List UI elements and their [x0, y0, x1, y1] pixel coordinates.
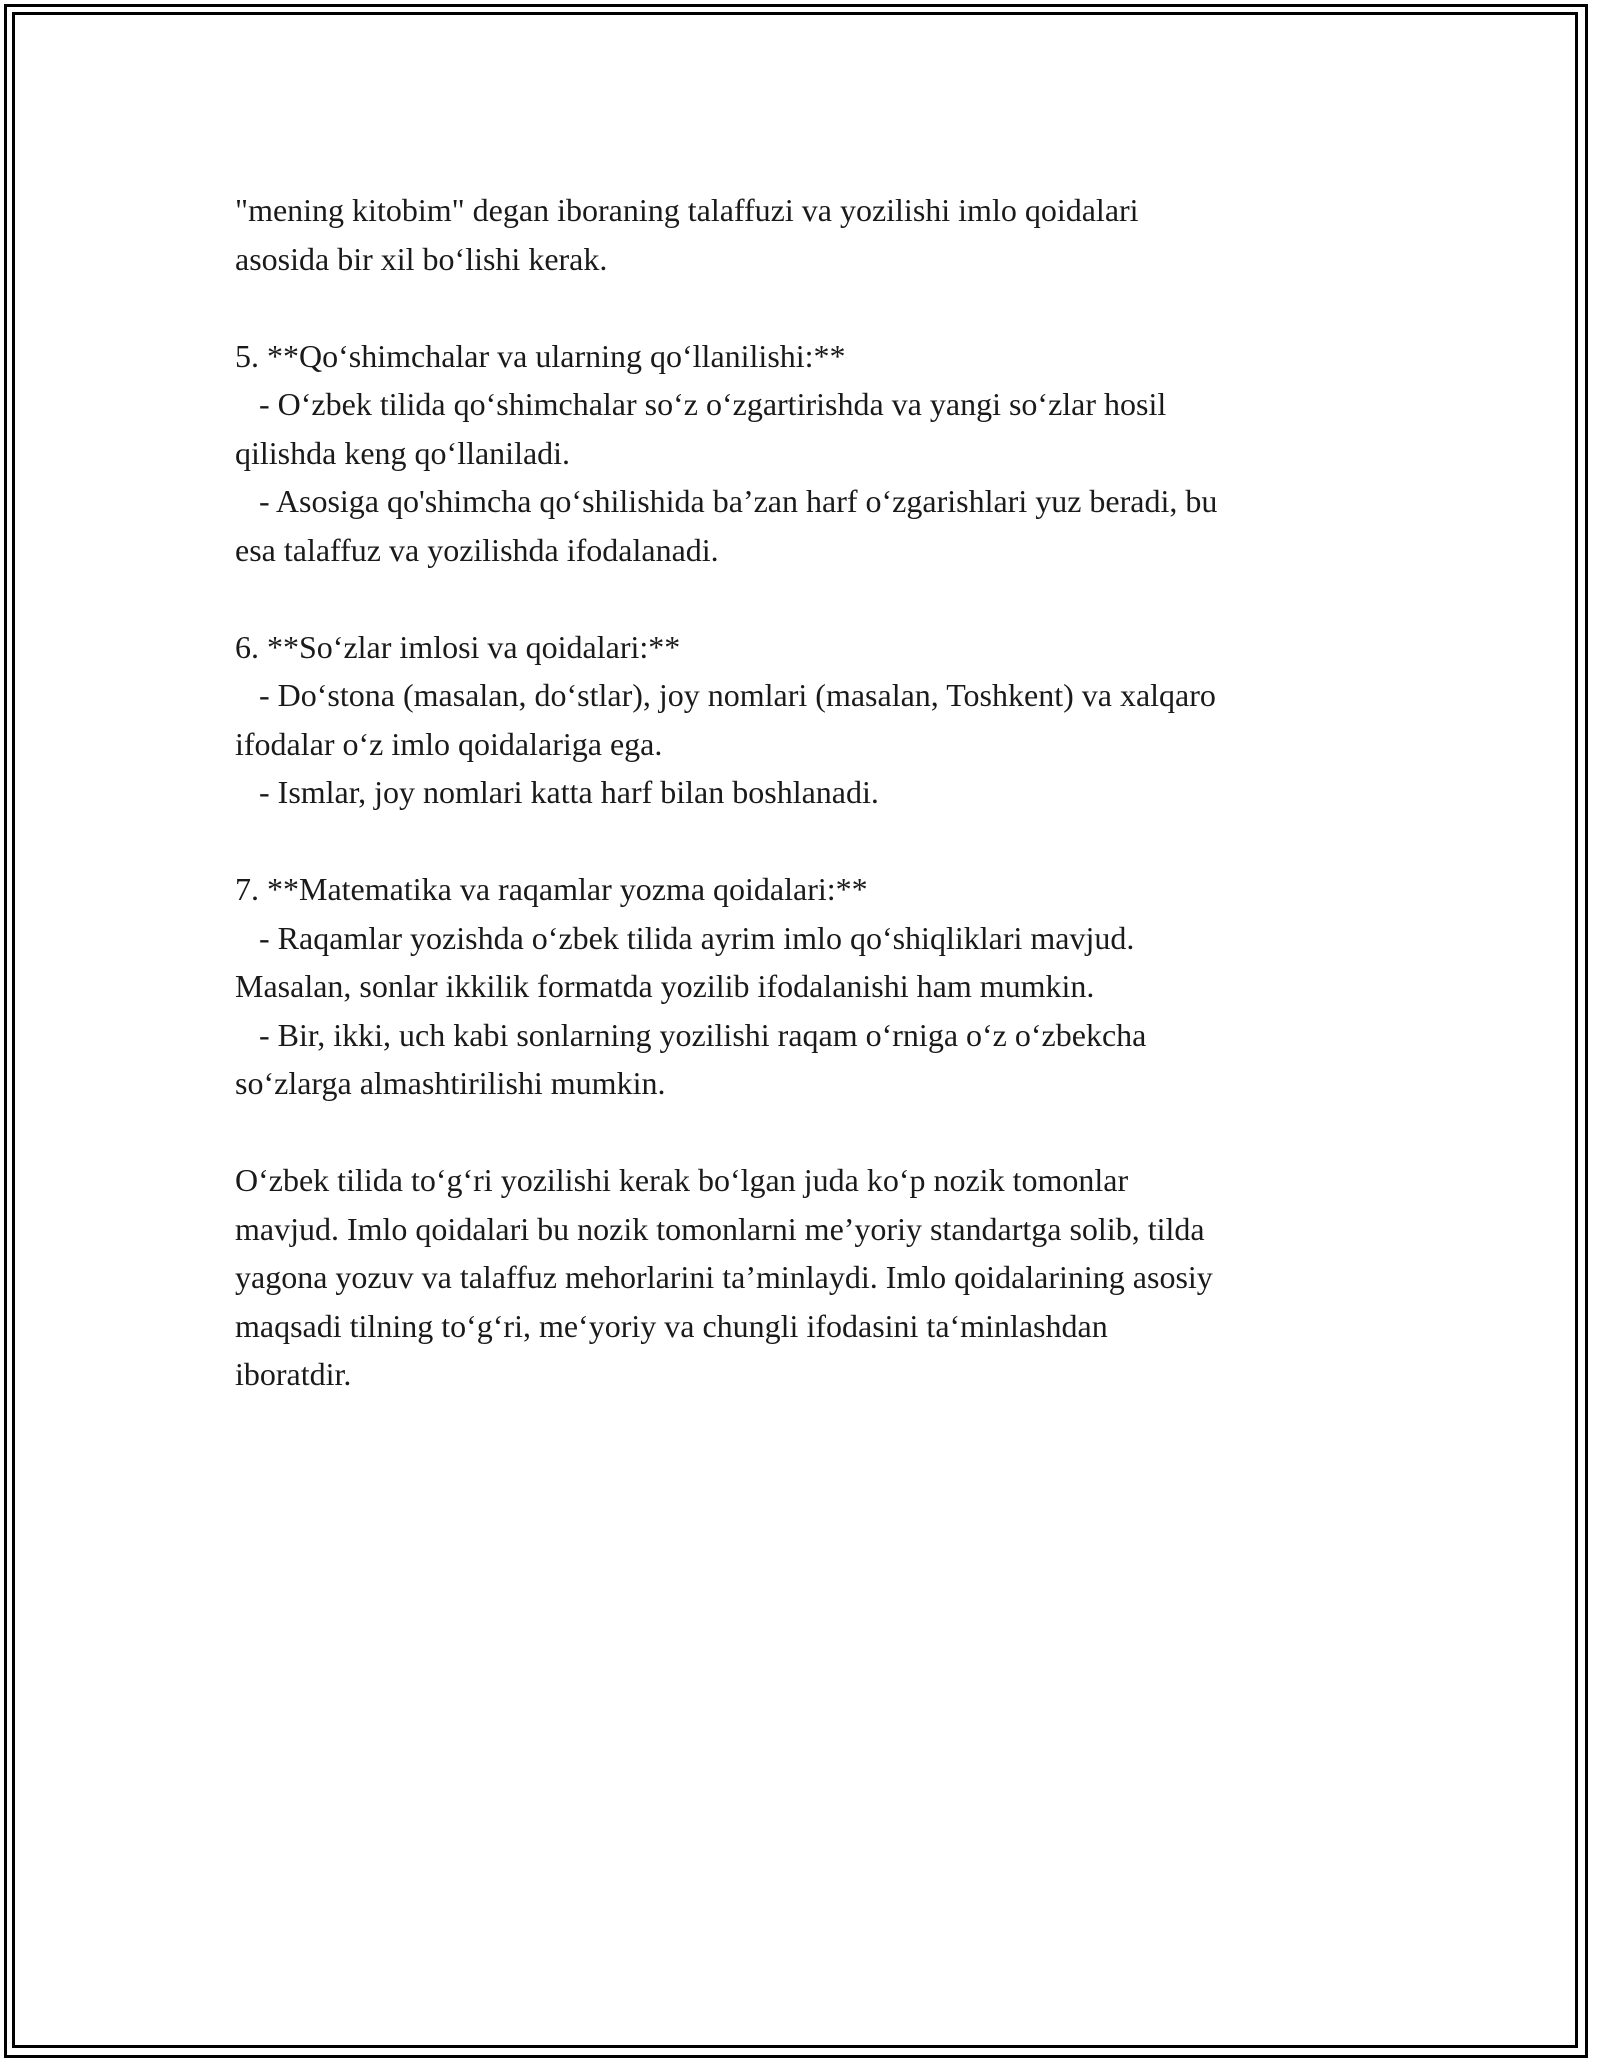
blank-line	[235, 1108, 1375, 1157]
text-line: - Asosiga qo'shimcha qo‘shilishida ba’zan harf o‘zgarishlari yuz beradi, bu	[235, 483, 1218, 519]
text-line: Masalan, sonlar ikkilik formatda yozilib ifodalanishi ham mumkin.	[235, 968, 1095, 1004]
section-heading-6: 6. **So‘zlar imlosi va qoidalari:**	[235, 628, 681, 665]
conclusion-line: iboratdir.	[235, 1356, 352, 1392]
section-heading-7: 7. **Matematika va raqamlar yozma qoidalari:**	[235, 871, 868, 907]
text-line: - Raqamlar yozishda o‘zbek tilida ayrim imlo qo‘shiqliklari mavjud.	[235, 919, 1135, 956]
text-line: esa talaffuz va yozilishda ifodalanadi.	[235, 531, 719, 568]
blank-line	[235, 574, 1375, 623]
conclusion-line: maqsadi tilning to‘g‘ri, me‘yoriy va chungli ifodasini ta‘minlashdan	[235, 1307, 1108, 1344]
text-line: - O‘zbek tilida qo‘shimchalar so‘z o‘zgartirishda va yangi so‘zlar hosil	[235, 386, 1167, 422]
conclusion-line: yagona yozuv va talaffuz mehorlarini ta’minlaydi. Imlo qoidalarining asosiy	[235, 1259, 1213, 1295]
text-line: "mening kitobim" degan iboraning talaffuzi va yozilishi imlo qoidalari	[235, 192, 1139, 228]
text-line: ifodalar o‘z imlo qoidalariga ega.	[235, 725, 663, 762]
text-line: so‘zlarga almashtirilishi mumkin.	[235, 1065, 666, 1101]
text-line: asosida bir xil bo‘lishi kerak.	[235, 240, 608, 277]
section-heading-5: 5. **Qo‘shimchalar va ularning qo‘llanilishi:**	[235, 337, 846, 374]
document-body	[235, 186, 1375, 1399]
text-line: qilishda keng qo‘llaniladi.	[235, 434, 571, 471]
text-line: - Ismlar, joy nomlari katta harf bilan boshlanadi.	[235, 774, 879, 810]
text-line: - Bir, ikki, uch kabi sonlarning yozilishi raqam o‘rniga o‘z o‘zbekcha	[235, 1016, 1147, 1053]
conclusion-line: O‘zbek tilida to‘g‘ri yozilishi kerak bo‘lgan juda ko‘p nozik tomonlar	[235, 1162, 1129, 1198]
conclusion-line: mavjud. Imlo qoidalari bu nozik tomonlarni me’yoriy standartga solib, tilda	[235, 1210, 1205, 1247]
text-line: - Do‘stona (masalan, do‘stlar), joy nomlari (masalan, Toshkent) va xalqaro	[235, 677, 1216, 713]
blank-line	[235, 817, 1375, 866]
blank-line	[235, 283, 1375, 332]
